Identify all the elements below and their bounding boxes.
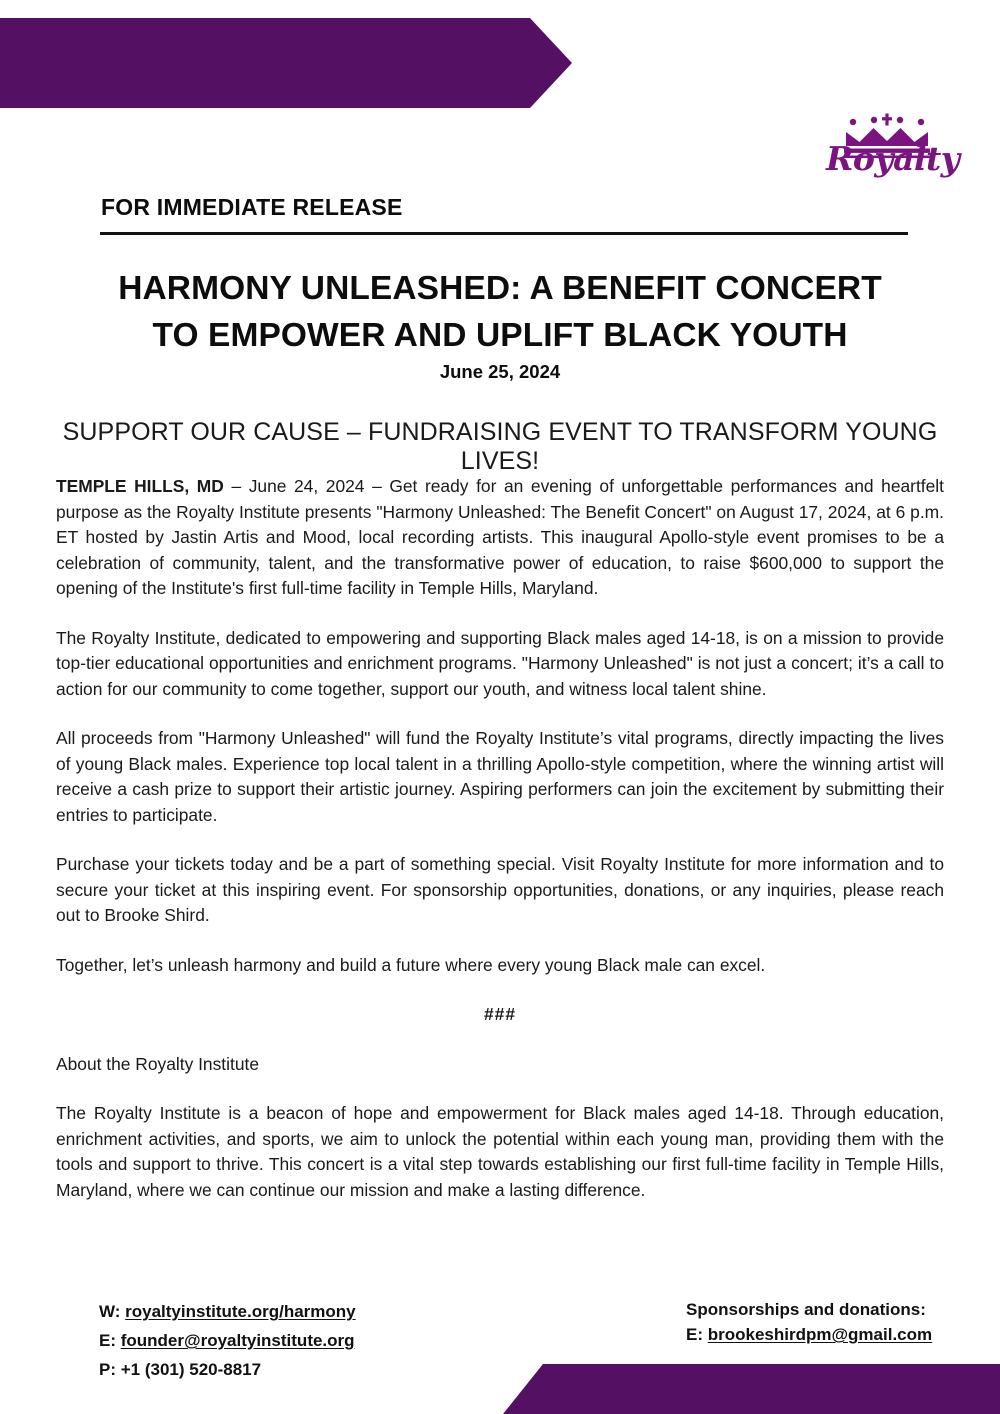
sponsorship-heading: Sponsorships and donations:: [686, 1300, 926, 1319]
headline-line-2: TO EMPOWER AND UPLIFT BLACK YOUTH: [152, 317, 848, 355]
paragraph-proceeds: All proceeds from "Harmony Unleashed" will fund the Royalty Institute’s vital programs, directly impacting the lives of young Black males. Experience top local talent in a thrilling Apollo-style competition, where the winning artist will receive a cash prize to support their artistic journey. Aspiring performers can join the excitement by submitting their entries to participate.: [56, 728, 944, 825]
headline-line-1: HARMONY UNLEASHED: A BENEFIT CONCERT: [118, 270, 882, 308]
sponsorship-email-link[interactable]: brookeshirdpm@gmail.com: [707, 1325, 933, 1344]
contact-block-right: [686, 1297, 932, 1347]
paragraph-lead: [56, 474, 944, 602]
sponsorship-email-row: [686, 1322, 932, 1347]
about-paragraph: The Royalty Institute is a beacon of hope and empowerment for Black males aged 14-18. Through education, enrichment activities, and sports, we aim to unlock the potential within each young man, providing them with the tools and support to thrive. This concert is a vital step towards establishing our first full-time facility in Temple Hills, Maryland, where we can continue our mission and make a lasting difference.: [56, 1103, 944, 1200]
end-marker: ###: [483, 1004, 516, 1024]
website-link[interactable]: royaltyinstitute.org/harmony: [125, 1302, 356, 1321]
website-label: W:: [99, 1302, 121, 1321]
header-chevron-banner: [0, 18, 572, 108]
email-label: E:: [99, 1331, 116, 1350]
header-divider: [100, 232, 908, 235]
about-heading: About the Royalty Institute: [56, 1053, 260, 1074]
release-date: June 25, 2024: [439, 361, 561, 382]
logo-wordmark: Royalty: [826, 139, 960, 178]
paragraph-tickets: Purchase your tickets today and be a part of something special. Visit Royalty Institute for more information and to secure your ticket at this inspiring event. For sponsorship opportunities, donations, or any inquiries, please reach out to Brooke Shird.: [56, 854, 944, 925]
paragraph-closing: Together, let’s unleash harmony and build a future where every young Black male can excel.: [56, 954, 766, 975]
email-link[interactable]: founder@royaltyinstitute.org: [120, 1331, 355, 1350]
page-title: [60, 265, 940, 359]
release-body: [56, 474, 944, 1203]
dateline-location: TEMPLE HILLS, MD: [56, 476, 224, 496]
contact-website-row: [99, 1297, 356, 1326]
paragraph-mission: The Royalty Institute, dedicated to empowering and supporting Black males aged 14-18, is on a mission to provide top-tier educational opportunities and enrichment programs. "Harmony Unleashed" is not just a concert; it’s a call to action for our community to come together, support our youth, and witness local talent shine.: [56, 627, 944, 699]
sponsorship-email-label: E:: [686, 1325, 703, 1344]
subheadline: SUPPORT OUR CAUSE – FUNDRAISING EVENT TO TRANSFORM YOUNG LIVES!: [62, 418, 938, 475]
for-immediate-release-label: FOR IMMEDIATE RELEASE: [101, 194, 403, 220]
contact-phone-row: [99, 1355, 356, 1384]
royalty-logo: [826, 112, 960, 188]
contact-email-row: [99, 1326, 356, 1355]
paragraph-lead-text: – June 24, 2024 – Get ready for an evening of unforgettable performances and heartfelt purpose as the Royalty Institute presents "Harmony Unleashed: The Benefit Concert" on August 17, 2024, at 6 p.m. ET hosted by Jastin Artis and Mood, local recording artists. This inaugural Apollo-style event promises to be a celebration of community, talent, and the transformative power of education, to raise $600,000 to support the opening of the Institute's first full-time facility in Temple Hills, Maryland.: [56, 476, 944, 598]
phone-label: P:: [99, 1360, 116, 1379]
contact-block-left: [99, 1297, 356, 1384]
phone-value: +1 (301) 520-8817: [120, 1360, 262, 1379]
